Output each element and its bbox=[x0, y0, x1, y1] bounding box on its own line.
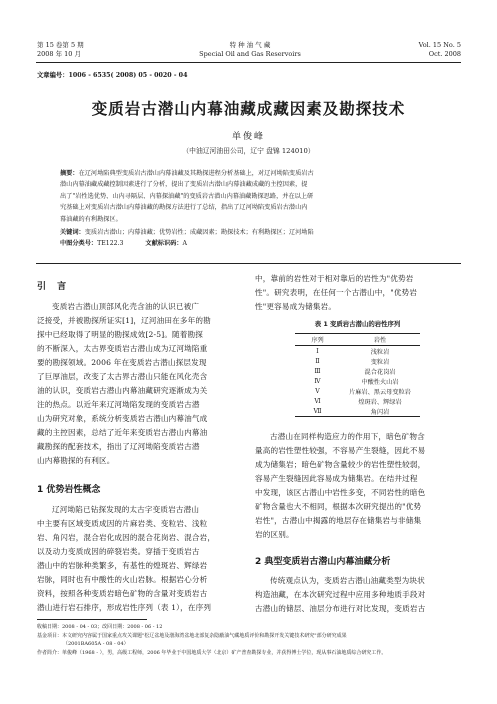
text-line: 构造油藏，在本次研究过程中应用多种地质手段对 bbox=[255, 590, 426, 599]
section-1-heading: 1 优势岩性概念 bbox=[37, 485, 101, 495]
abstract-line: 在辽河坳陷典型变质岩古潜山内幕油藏及其勘探进程分析基础上，对辽河坳陷变质岩古 bbox=[78, 170, 314, 177]
table-cell: Ⅱ bbox=[315, 357, 320, 365]
footnote-rule bbox=[37, 619, 147, 620]
text-line: 藏勘探的配套技术，指出了辽河坳陷变质岩古潜 bbox=[37, 442, 200, 451]
doc-code-label: 文献标识码： bbox=[145, 240, 183, 248]
abstract-line: 出了"岩性选优势、山内寻隔层、内幕探油藏"的变质岩古潜山内幕油藏勘探思路，并在以上研 bbox=[60, 192, 314, 200]
text-line: 性"更容易成为储集岩。 bbox=[255, 302, 337, 311]
text-line: 潜山进行岩石排序，形成岩性序列（表 1），在序列 bbox=[37, 603, 212, 612]
table-row bbox=[295, 406, 420, 417]
section-2-heading: 2 典型变质岩古潜山内幕油藏分析 bbox=[255, 557, 391, 567]
header-rule bbox=[36, 62, 461, 63]
text-line: 容易产生裂缝因此容易成为储集岩。在结井过程 bbox=[255, 474, 418, 483]
author-name: 单俊峰 bbox=[231, 132, 265, 142]
table-cell: Ⅶ bbox=[295, 406, 340, 417]
text-line: 注的热点。以近年来辽河坳陷发现的变质岩古潜 bbox=[37, 400, 200, 409]
footnote-author-bio: 作者简介：单俊峰（1968 - ），男，高级工程师，2006 年毕业于中国地质大学（北京）矿产普查勘探专业，并获得博士学位，现从事石油地质综合研究工作。 bbox=[37, 649, 387, 656]
footnotes bbox=[37, 623, 462, 657]
text-line: 资料，按照各种变质岩暗色矿物的含量对变质岩古 bbox=[37, 589, 208, 598]
text-line: 山为研究对象，系统分析变质岩古潜山内幕油气成 bbox=[37, 414, 208, 423]
text-line: 岩、角闪岩，混合岩化成因的混合花岗岩、混合岩， bbox=[37, 533, 216, 542]
text-line: 岩脉，同时也有中酸性的火山岩脉。根据岩心分析 bbox=[37, 575, 208, 584]
footnote-funding-code: （2001BA605A - 08 - 04） bbox=[63, 641, 129, 647]
table-cell: 片麻岩、黑云母变粒岩 bbox=[349, 388, 411, 396]
journal-name-en: Special Oil and Gas Reservoirs bbox=[199, 50, 301, 58]
text-line: 性"。研究表明，在任何一个古潜山中，"优势岩 bbox=[255, 288, 418, 297]
section-1-paragraph bbox=[37, 503, 242, 615]
abstract-label: 摘要： bbox=[60, 170, 79, 177]
table-header-sequence: 序列 bbox=[295, 334, 340, 346]
text-line: 探中已经取得了明显的勘探成效[2-5]。随着勘探 bbox=[37, 330, 204, 339]
text-line: 成为储集岩；暗色矿物含量较少的岩性塑性较弱， bbox=[255, 460, 426, 469]
text-line: 古潜山的储层、油层分布进行对比发现，变质岩古 bbox=[255, 604, 426, 613]
right-top-paragraph bbox=[255, 272, 460, 314]
footnote-received-date: 收稿日期：2008 - 04 - 03；改回日期：2008 - 06 - 12 bbox=[37, 624, 163, 630]
table-row bbox=[295, 396, 420, 406]
doc-code-value: A bbox=[182, 240, 188, 248]
footnote-funding: 基金项目：本文研究内容属于国家重点攻关课题"松辽盆地及渤海湾盆地北部复杂隐蔽油气藏地质评价和勘探开发关键技术研究"部分研究成果 bbox=[37, 632, 347, 639]
lithology-sequence-table bbox=[295, 333, 420, 417]
right-mid-paragraph bbox=[255, 430, 460, 542]
journal-volume-en bbox=[419, 41, 461, 59]
table-row bbox=[295, 386, 420, 396]
table-cell: 煌斑岩、辉绿岩 bbox=[358, 398, 402, 406]
text-line: 泛接受，并被勘探所证实[1]，辽河油田在多年的勘 bbox=[37, 316, 211, 325]
publication-month: 2008 年 10 月 bbox=[37, 50, 82, 58]
text-line: 以及动力变质成因的碎裂岩类。穿插于变质岩古 bbox=[37, 547, 200, 556]
text-line: 矿物含量也大不相同，根据本次研究提出的"优势 bbox=[255, 502, 422, 511]
table-cell: Ⅰ bbox=[316, 347, 319, 355]
volume-no-en: Vol. 15 No. 5 bbox=[418, 41, 461, 49]
abstract-line: 究基础上对变质岩古潜山内幕油藏的勘探方法进行了总结，指出了辽河坳陷变质岩古潜山内 bbox=[60, 204, 308, 212]
journal-title-block bbox=[160, 41, 340, 59]
text-line: 古潜山在同样构造应力的作用下，暗色矿物含 bbox=[270, 432, 425, 441]
abstract-line: 潜山内幕油藏成藏控制因素进行了分析，提出了变质岩古潜山内幕油藏成藏的主控因素，提 bbox=[60, 181, 308, 189]
text-line: 传统观点认为，变质岩古潜山油藏类型为块状 bbox=[270, 576, 425, 585]
text-line: 辽河坳陷已钻探发现的太古字变质岩古潜山 bbox=[52, 505, 200, 514]
table-cell: Ⅵ bbox=[314, 397, 321, 405]
journal-issue-info bbox=[37, 41, 84, 59]
text-line: 岩的区别。 bbox=[255, 530, 294, 539]
text-line: 变质岩古潜山顶部风化壳含油的认识已被广 bbox=[52, 302, 200, 311]
table-cell: 中酸性火山岩 bbox=[361, 378, 399, 386]
table-row bbox=[295, 356, 420, 366]
abstract-line: 幕油藏的有利勘探区。 bbox=[60, 215, 122, 223]
volume-issue: 第 15 卷第 5 期 bbox=[37, 41, 84, 49]
intro-heading: 引 言 bbox=[37, 282, 71, 292]
text-line: 量高的岩性塑性较强，不容易产生裂缝，因此不易 bbox=[255, 446, 426, 455]
text-line: 中主要有区域变质成因的片麻岩类、变粒岩、浅粒 bbox=[37, 519, 208, 528]
section-2-paragraph bbox=[255, 574, 460, 616]
keywords-label: 关键词： bbox=[60, 229, 85, 237]
page-title: 变质岩古潜山内幕油藏成藏因素及勘探技术 bbox=[91, 100, 406, 118]
table-cell: Ⅴ bbox=[315, 387, 320, 395]
table-cell: 混合花岗岩 bbox=[364, 368, 396, 376]
text-line: 山内幕勘探的有利区。 bbox=[37, 456, 115, 465]
text-line: 岩性"，古潜山中揭露的地层存在储集岩与非储集 bbox=[255, 516, 422, 525]
table-cell: Ⅲ bbox=[314, 367, 321, 375]
table-row bbox=[295, 366, 420, 376]
text-line: 藏的主控因素，总结了近年来变质岩古潜山内幕油 bbox=[37, 428, 208, 437]
table-cell: 变粒岩 bbox=[370, 358, 390, 366]
abstract-rule bbox=[36, 263, 461, 264]
table-row bbox=[295, 346, 420, 357]
keywords-text: 变质岩古潜山；内幕油藏；优势岩性；成藏因素；勘探技术；有利勘探区；辽河坳陷 bbox=[84, 229, 314, 237]
author-affiliation: （中油辽河油田公司，辽宁 盘锦 124010） bbox=[182, 147, 315, 155]
abstract bbox=[60, 168, 440, 250]
clc-value: TE122.3 bbox=[97, 240, 124, 248]
table-1-caption: 表 1 变质岩古潜山的岩性序列 bbox=[314, 320, 401, 328]
table-header-lithology: 岩性 bbox=[340, 334, 420, 346]
text-line: 了巨厚油层，改变了太古界古潜山只能在风化壳含 bbox=[37, 372, 208, 381]
table-row bbox=[295, 376, 420, 386]
article-number: 文章编号：1006 - 6535( 2008) 05 - 0020 - 04 bbox=[37, 72, 188, 79]
table-cell: 角闪岩 bbox=[340, 406, 420, 417]
intro-paragraph bbox=[37, 300, 242, 468]
table-cell: 浅粒岩 bbox=[370, 348, 390, 356]
text-line: 要的勘探领域。2006 年在变质岩古潜山探层发现 bbox=[37, 358, 207, 367]
text-line: 中，靠前的岩性对于相对靠后的岩性为"优势岩 bbox=[255, 274, 414, 283]
text-line: 的不断深入，太古界变质岩古潜山成为辽河坳陷重 bbox=[37, 344, 208, 353]
text-line: 油的认识，变质岩古潜山内幕油藏研究逐渐成为关 bbox=[37, 386, 208, 395]
text-line: 中发现，该区古潜山中岩性多变，不同岩性的暗色 bbox=[255, 488, 426, 497]
clc-label: 中图分类号： bbox=[60, 240, 98, 248]
journal-name-cn: 特 种 油 气 藏 bbox=[229, 41, 271, 49]
table-cell: Ⅳ bbox=[314, 377, 321, 385]
date-en: Oct. 2008 bbox=[428, 50, 461, 58]
text-line: 潜山中的岩脉种类繁多，有基性的煌斑岩、辉绿岩 bbox=[37, 561, 208, 570]
